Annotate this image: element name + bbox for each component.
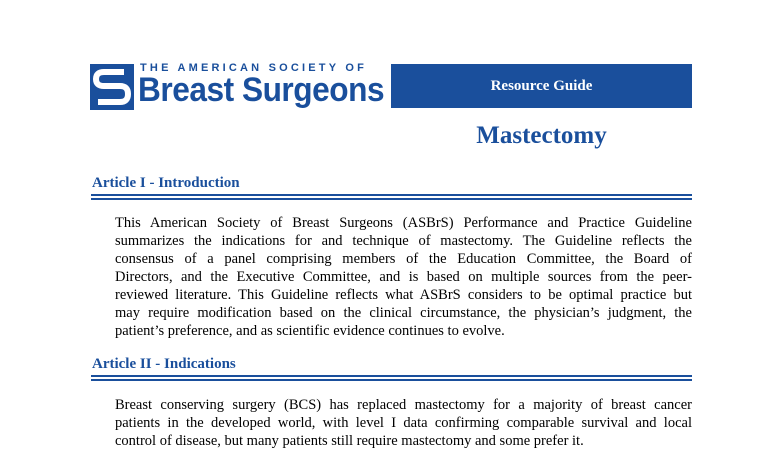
asbrs-logo — [90, 62, 385, 112]
section-rule — [91, 198, 692, 200]
paragraph-line: consensus of a panel comprising members of the Education Committee, the Board of — [115, 251, 692, 267]
paragraph-line: patient’s preference, and as scientific evidence continues to evolve. — [115, 323, 505, 339]
section-rule — [91, 194, 692, 196]
logo-society-text: THE AMERICAN SOCIETY OF — [140, 62, 367, 74]
logo-s-mark-icon — [90, 64, 134, 110]
paragraph-line: Directors, and the Executive Committee, and is based on multiple sources from the peer- — [115, 269, 692, 285]
introduction-paragraph — [115, 214, 692, 340]
resource-guide-label: Resource Guide — [490, 77, 593, 94]
paragraph-line: Breast conserving surgery (BCS) has replaced mastectomy for a majority of breast cancer — [115, 397, 692, 413]
section-heading-indications: Article II - Indications — [92, 356, 236, 372]
paragraph-line: summarizes the indications for and technique of mastectomy. The Guideline reflects the — [115, 233, 692, 249]
section-heading-introduction: Article I - Introduction — [92, 175, 240, 191]
indications-paragraph — [115, 396, 692, 450]
logo-breast-surgeons-text: Breast Surgeons — [138, 71, 385, 109]
paragraph-line: This American Society of Breast Surgeons (ASBrS) Performance and Practice Guideline — [115, 215, 692, 231]
section-rule — [91, 379, 692, 381]
document-title: Mastectomy — [476, 122, 607, 149]
resource-guide-banner — [391, 64, 692, 108]
paragraph-line: patients in the developed world, with level I data confirming comparable survival and local — [115, 415, 692, 431]
paragraph-line: control of disease, but many patients still require mastectomy and some prefer it. — [115, 433, 584, 449]
paragraph-line: may require modification based on the clinical circumstance, the physician’s judgment, the — [115, 305, 692, 321]
paragraph-line: reviewed literature. This Guideline reflects what ASBrS considers to be optimal practice but — [115, 287, 692, 303]
section-rule — [91, 375, 692, 377]
